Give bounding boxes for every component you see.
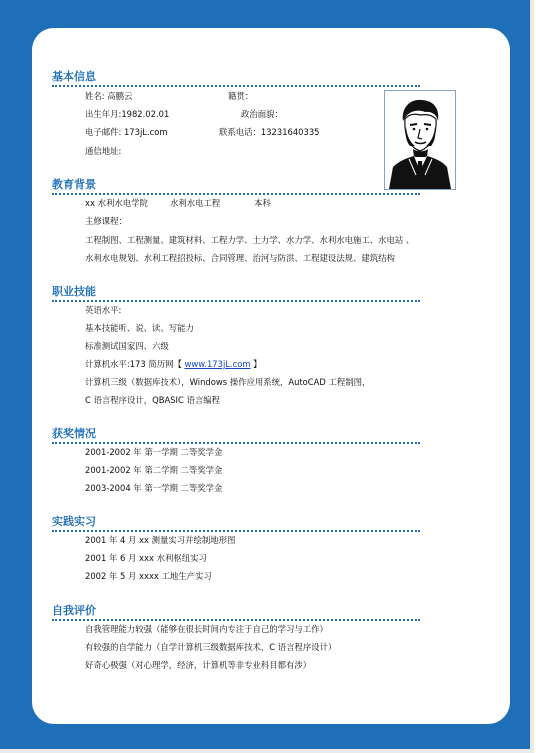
section-divider — [52, 619, 420, 621]
award-item: 2001-2002 年 第二学期 二等奖学金 — [85, 465, 223, 475]
english-label: 英语水平: — [85, 305, 122, 315]
section-divider — [52, 442, 420, 444]
email-field: 电子邮件: 173jL.com — [85, 127, 168, 137]
hometown-field: 籍贯： — [228, 91, 254, 101]
section-self-evaluation — [52, 603, 452, 621]
portrait-icon — [385, 91, 455, 189]
computer-skills-1: 计算机三级（数据库技术），Windows 操作应用系统，AutoCAD 工程制图， — [85, 377, 371, 387]
english-basic: 基本技能听、说、读、写能力 — [85, 323, 194, 333]
courses-line-1: 工程制图、工程测量、建筑材料、工程力学、土力学、水力学、水利水电施工、水电站 、 — [85, 235, 415, 245]
computer-level — [85, 358, 262, 370]
practice-item: 2001 年 4 月 xx 测量实习并绘制地形图 — [85, 535, 236, 545]
section-divider — [52, 85, 420, 87]
practice-item: 2002 年 5 月 xxxx 工地生产实习 — [85, 571, 212, 581]
section-title: 实践实习 — [52, 515, 96, 528]
self-item: 自我管理能力较强（能够在很长时间内专注于自己的学习与工作） — [85, 624, 328, 634]
courses-label: 主修课程： — [85, 216, 127, 226]
section-skills — [52, 284, 452, 302]
section-title: 获奖情况 — [52, 427, 96, 440]
section-title: 教育背景 — [52, 178, 96, 191]
politics-field: 政治面貌： — [241, 109, 283, 119]
section-divider — [52, 300, 420, 302]
english-test: 标准测试国家四、六级 — [85, 341, 169, 351]
computer-level-suffix: 】 — [253, 359, 262, 369]
self-item: 好奇心极强（对心理学，经济，计算机等非专业科目都有涉） — [85, 660, 312, 670]
computer-level-prefix: 计算机水平:173 简历网【 — [85, 359, 182, 369]
computer-skills-2: C 语言程序设计，QBASIC 语言编程 — [85, 395, 220, 405]
courses-line-2: 水利水电规划、水利工程招投标、合同管理、治河与防洪、工程建设法规、建筑结构 — [85, 253, 395, 263]
award-item: 2001-2002 年 第一学期 二等奖学金 — [85, 447, 223, 457]
name-field: 姓名: 高鹏云 — [85, 91, 133, 101]
section-divider — [52, 530, 420, 532]
address-field: 通信地址: — [85, 146, 122, 156]
practice-item: 2001 年 6 月 xxx 水利枢纽实习 — [85, 553, 207, 563]
portrait-photo — [384, 90, 456, 190]
section-title: 基本信息 — [52, 70, 96, 83]
birth-field: 出生年月:1982.02.01 — [85, 109, 170, 119]
section-basic-info — [52, 69, 452, 87]
section-practice — [52, 514, 452, 532]
section-title: 职业技能 — [52, 285, 96, 298]
section-title: 自我评价 — [52, 604, 96, 617]
education-major: 水利水电工程 — [170, 198, 221, 208]
section-awards — [52, 426, 452, 444]
award-item: 2003-2004 年 第一学期 二等奖学金 — [85, 483, 223, 493]
section-divider — [52, 193, 420, 195]
website-link[interactable]: www.173jL.com — [184, 359, 251, 369]
self-item: 有较强的自学能力（自学计算机三级数据库技术，C 语言程序设计） — [85, 642, 337, 652]
education-degree: 本科 — [254, 198, 271, 208]
phone-field: 联系电话：13231640335 — [219, 127, 320, 137]
education-school: xx 水利水电学院 — [85, 198, 148, 208]
